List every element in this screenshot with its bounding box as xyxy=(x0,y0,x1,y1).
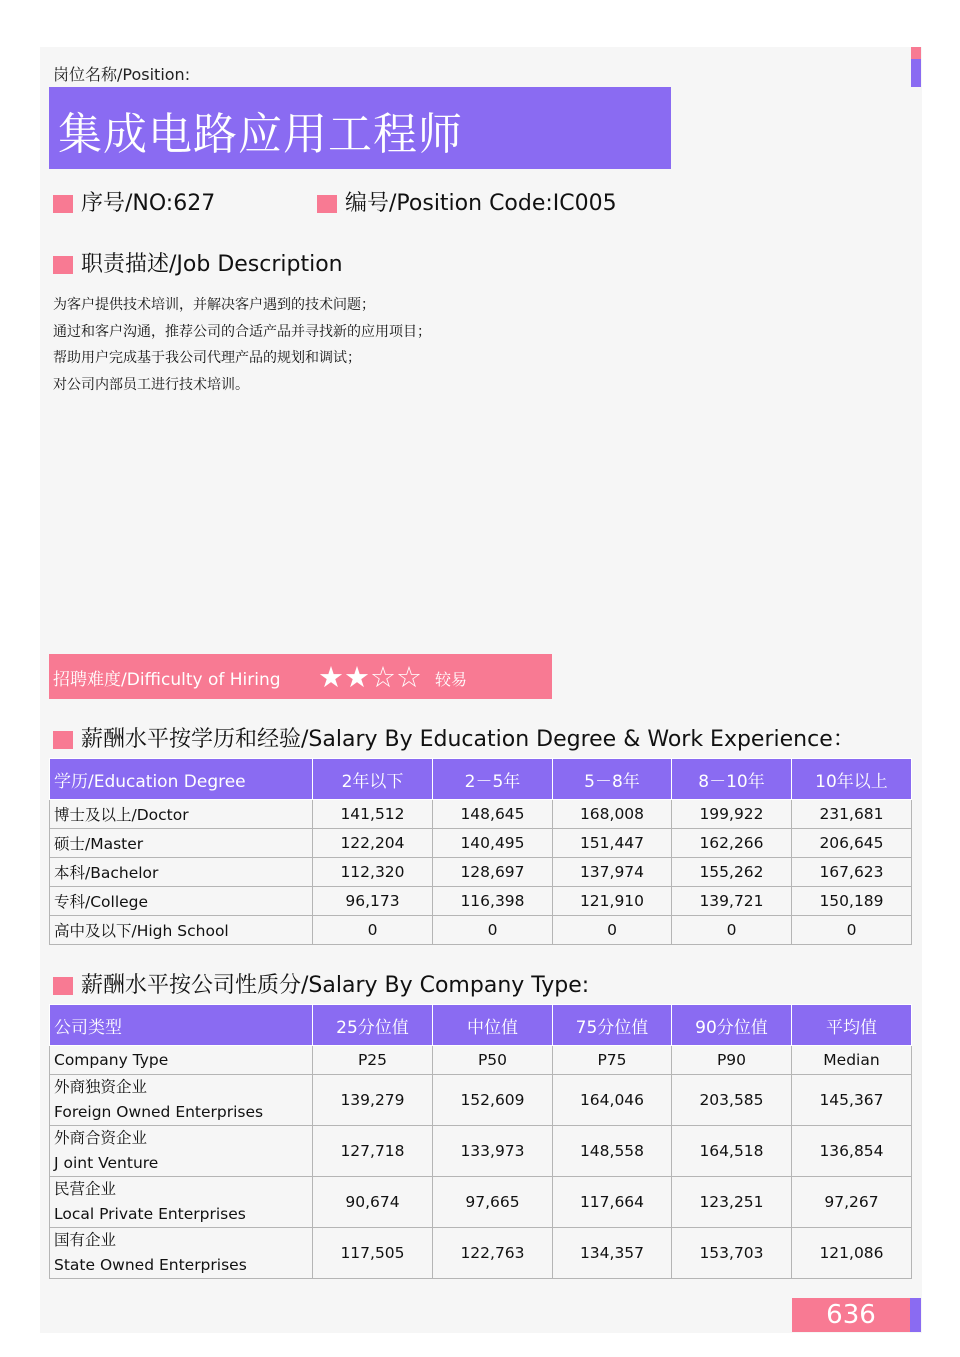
bullet-square-icon xyxy=(53,731,73,749)
table-cell: 151,447 xyxy=(553,829,672,858)
table-row xyxy=(50,1126,912,1177)
row-label xyxy=(50,1177,313,1228)
table-cell: 134,357 xyxy=(553,1228,672,1279)
row-label-en: J oint Venture xyxy=(54,1154,159,1172)
table-cell: 168,008 xyxy=(553,800,672,829)
table-cell: 97,665 xyxy=(433,1177,553,1228)
table-cell: 167,623 xyxy=(792,858,912,887)
table-cell: 97,267 xyxy=(792,1177,912,1228)
table-cell: 123,251 xyxy=(672,1177,792,1228)
description-line: 通过和客户沟通，推荐公司的合适产品并寻找新的应用项目； xyxy=(53,323,431,340)
description-line: 为客户提供技术培训，并解决客户遇到的技术问题； xyxy=(53,297,375,313)
job-description-title: 职责描述/Job Description xyxy=(81,252,343,277)
column-header: 平均值 xyxy=(792,1005,912,1046)
job-description xyxy=(53,292,431,398)
table-cell: 121,910 xyxy=(553,887,672,916)
row-label-en: State Owned Enterprises xyxy=(54,1256,247,1274)
table-cell: 153,703 xyxy=(672,1228,792,1279)
table-cell: 203,585 xyxy=(672,1075,792,1126)
column-header: 8－10年 xyxy=(672,759,792,800)
table-header-row xyxy=(50,759,912,800)
table-cell: 148,558 xyxy=(553,1126,672,1177)
table-cell: 117,505 xyxy=(313,1228,433,1279)
column-header: 公司类型 xyxy=(50,1005,313,1046)
salary-education-title: 薪酬水平按学历和经验/Salary By Education Degree & Work Experience： xyxy=(81,727,855,752)
corner-accent xyxy=(911,47,921,87)
position-code-text: 编号/Position Code:IC005 xyxy=(345,191,617,216)
star-rating-icon: ★★☆☆ xyxy=(318,660,422,694)
table-cell: 121,086 xyxy=(792,1228,912,1279)
subheader-cell: P25 xyxy=(313,1046,433,1075)
table-cell: 112,320 xyxy=(313,858,433,887)
table-cell: 137,974 xyxy=(553,858,672,887)
column-header: 2－5年 xyxy=(433,759,553,800)
salary-education-heading xyxy=(53,722,855,753)
page-number-accent xyxy=(910,1298,921,1332)
table-cell: 122,763 xyxy=(433,1228,553,1279)
salary-education-table xyxy=(49,758,912,945)
column-header: 90分位值 xyxy=(672,1005,792,1046)
table-cell: 206,645 xyxy=(792,829,912,858)
table-cell: 0 xyxy=(433,916,553,945)
row-label xyxy=(50,1126,313,1177)
bullet-square-icon xyxy=(53,256,73,274)
subheader-cell: P90 xyxy=(672,1046,792,1075)
subheader-cell: Median xyxy=(792,1046,912,1075)
column-header: 学历/Education Degree xyxy=(50,759,313,800)
subheader-cell: P50 xyxy=(433,1046,553,1075)
row-label-cn: 外商独资企业 xyxy=(54,1078,148,1096)
table-row xyxy=(50,1075,912,1126)
row-label: 专科/College xyxy=(50,887,313,916)
salary-company-title: 薪酬水平按公司性质分/Salary By Company Type: xyxy=(81,973,590,998)
job-description-heading xyxy=(53,247,343,278)
subheader-cell: Company Type xyxy=(50,1046,313,1075)
column-header: 2年以下 xyxy=(313,759,433,800)
row-label: 本科/Bachelor xyxy=(50,858,313,887)
table-cell: 0 xyxy=(553,916,672,945)
row-label xyxy=(50,1075,313,1126)
row-label-cn: 外商合资企业 xyxy=(54,1129,148,1147)
page-title: 集成电路应用工程师 xyxy=(58,109,463,160)
table-cell: 145,367 xyxy=(792,1075,912,1126)
serial-number xyxy=(53,186,215,217)
table-row xyxy=(50,887,912,916)
row-label: 高中及以下/High School xyxy=(50,916,313,945)
table-cell: 148,645 xyxy=(433,800,553,829)
subheader-cell: P75 xyxy=(553,1046,672,1075)
table-row xyxy=(50,1177,912,1228)
table-cell: 231,681 xyxy=(792,800,912,829)
description-line: 帮助用户完成基于我公司代理产品的规划和调试； xyxy=(53,350,361,366)
table-cell: 128,697 xyxy=(433,858,553,887)
table-cell: 140,495 xyxy=(433,829,553,858)
row-label-en: Foreign Owned Enterprises xyxy=(54,1103,264,1121)
salary-company-table xyxy=(49,1004,912,1279)
table-subheader-row xyxy=(50,1046,912,1075)
hiring-difficulty-level: 较易 xyxy=(435,670,468,689)
table-row xyxy=(50,858,912,887)
serial-number-text: 序号/NO:627 xyxy=(81,191,216,216)
table-row xyxy=(50,916,912,945)
table-cell: 0 xyxy=(313,916,433,945)
table-cell: 116,398 xyxy=(433,887,553,916)
row-label-en: Local Private Enterprises xyxy=(54,1205,246,1223)
table-row xyxy=(50,829,912,858)
table-header-row xyxy=(50,1005,912,1046)
row-label-cn: 国有企业 xyxy=(54,1231,117,1249)
table-cell: 133,973 xyxy=(433,1126,553,1177)
position-code xyxy=(317,186,617,217)
table-row xyxy=(50,800,912,829)
row-label-cn: 民营企业 xyxy=(54,1180,117,1198)
bullet-square-icon xyxy=(53,195,73,213)
table-cell: 141,512 xyxy=(313,800,433,829)
table-row xyxy=(50,1228,912,1279)
bullet-square-icon xyxy=(317,195,337,213)
column-header: 10年以上 xyxy=(792,759,912,800)
table-cell: 199,922 xyxy=(672,800,792,829)
column-header: 25分位值 xyxy=(313,1005,433,1046)
table-cell: 127,718 xyxy=(313,1126,433,1177)
position-label: 岗位名称/Position: xyxy=(53,65,191,84)
bullet-square-icon xyxy=(53,977,73,995)
table-cell: 139,721 xyxy=(672,887,792,916)
row-label xyxy=(50,1228,313,1279)
table-cell: 155,262 xyxy=(672,858,792,887)
page-number: 636 xyxy=(826,1300,876,1330)
column-header: 5－8年 xyxy=(553,759,672,800)
row-label: 硕士/Master xyxy=(50,829,313,858)
table-cell: 0 xyxy=(792,916,912,945)
table-cell: 139,279 xyxy=(313,1075,433,1126)
salary-company-heading xyxy=(53,968,589,999)
table-cell: 150,189 xyxy=(792,887,912,916)
hiring-difficulty-label: 招聘难度/Difficulty of Hiring xyxy=(53,670,281,690)
table-cell: 162,266 xyxy=(672,829,792,858)
table-cell: 96,173 xyxy=(313,887,433,916)
table-cell: 164,046 xyxy=(553,1075,672,1126)
table-cell: 136,854 xyxy=(792,1126,912,1177)
column-header: 中位值 xyxy=(433,1005,553,1046)
table-cell: 90,674 xyxy=(313,1177,433,1228)
table-cell: 0 xyxy=(672,916,792,945)
row-label: 博士及以上/Doctor xyxy=(50,800,313,829)
table-cell: 164,518 xyxy=(672,1126,792,1177)
column-header: 75分位值 xyxy=(553,1005,672,1046)
description-line: 对公司内部员工进行技术培训。 xyxy=(53,376,249,393)
table-cell: 117,664 xyxy=(553,1177,672,1228)
table-cell: 122,204 xyxy=(313,829,433,858)
table-cell: 152,609 xyxy=(433,1075,553,1126)
